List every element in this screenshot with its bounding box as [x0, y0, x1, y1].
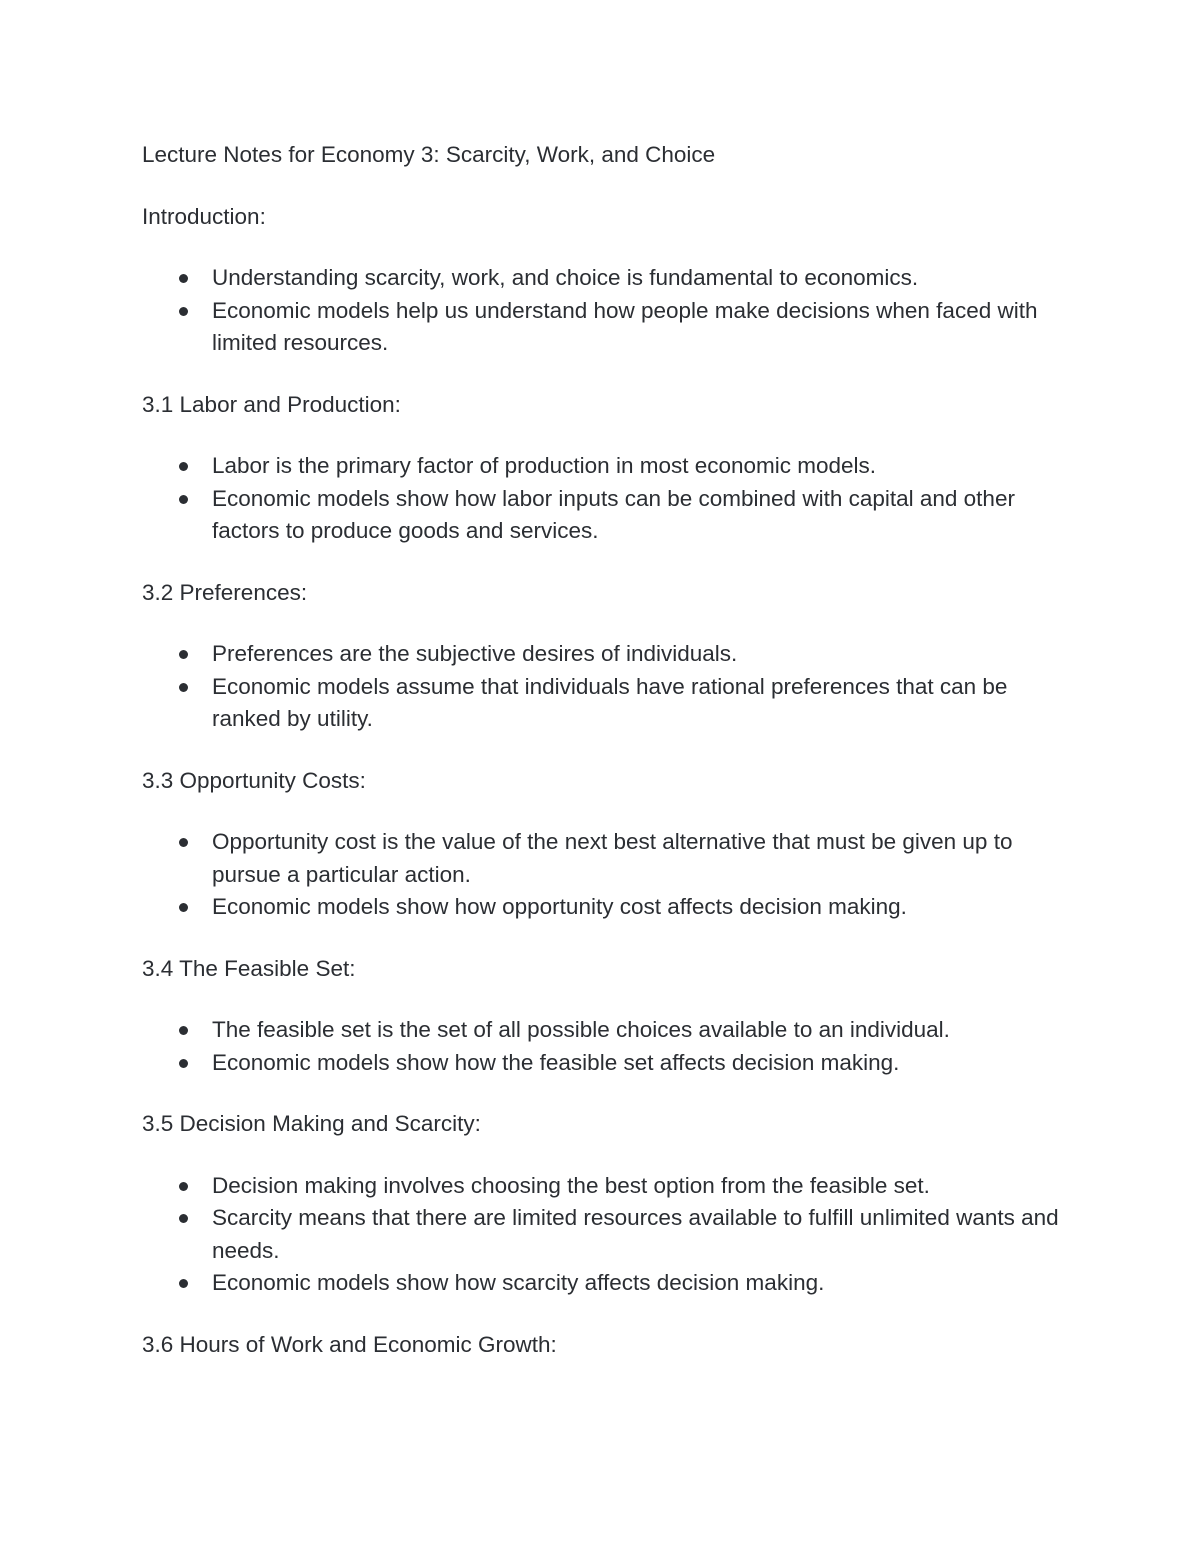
bullet-text: Economic models help us understand how people make decisions when faced with limited resources.	[212, 297, 1038, 355]
list-item	[142, 671, 1062, 736]
bullet-text: Decision making involves choosing the best option from the feasible set.	[212, 1172, 930, 1198]
bullet-list	[142, 826, 1062, 924]
document-title: Lecture Notes for Economy 3: Scarcity, Work, and Choice	[142, 142, 716, 167]
section-heading: 3.1 Labor and Production:	[142, 391, 401, 417]
bullet-dot-icon	[179, 650, 188, 659]
bullet-text: Scarcity means that there are limited resources available to fulfill unlimited wants and needs.	[212, 1205, 1059, 1263]
bullet-text: Labor is the primary factor of production in most economic models.	[212, 453, 877, 478]
bullet-dot-icon	[179, 495, 188, 504]
section	[142, 201, 1062, 360]
bullet-text: Understanding scarcity, work, and choice is fundamental to economics.	[212, 265, 919, 290]
bullet-dot-icon	[179, 683, 188, 692]
document-body	[142, 139, 1062, 1390]
section	[142, 953, 1062, 1080]
bullet-text: Opportunity cost is the value of the next best alternative that must be given up to pursue a particular action.	[212, 829, 1013, 887]
section	[142, 577, 1062, 736]
bullet-list	[142, 638, 1062, 736]
section-heading: 3.2 Preferences:	[142, 579, 308, 605]
list-item	[142, 450, 1062, 483]
bullet-text: The feasible set is the set of all possible choices available to an individual.	[212, 1017, 950, 1042]
bullet-text: Economic models show how the feasible set affects decision making.	[212, 1049, 900, 1075]
section-heading: 3.4 The Feasible Set:	[142, 955, 356, 981]
bullet-text: Economic models show how scarcity affects decision making.	[212, 1270, 825, 1295]
bullet-list	[142, 1170, 1062, 1300]
list-item	[142, 483, 1062, 548]
bullet-dot-icon	[179, 903, 188, 912]
list-item	[142, 891, 1062, 924]
bullet-dot-icon	[179, 1026, 188, 1035]
list-item	[142, 262, 1062, 295]
bullet-list	[142, 262, 1062, 360]
section-heading: 3.5 Decision Making and Scarcity:	[142, 1111, 481, 1136]
bullet-dot-icon	[179, 462, 188, 471]
bullet-text: Economic models show how labor inputs can be combined with capital and other factors to produce goods and services.	[212, 485, 1015, 543]
section	[142, 1108, 1062, 1300]
section-heading: 3.6 Hours of Work and Economic Growth:	[142, 1331, 557, 1357]
list-item	[142, 638, 1062, 671]
bullet-list	[142, 450, 1062, 548]
section	[142, 389, 1062, 548]
bullet-dot-icon	[179, 1059, 188, 1068]
bullet-list	[142, 1014, 1062, 1079]
bullet-dot-icon	[179, 307, 188, 316]
section-heading: Introduction:	[142, 203, 266, 229]
bullet-dot-icon	[179, 838, 188, 847]
list-item	[142, 1170, 1062, 1203]
section	[142, 1329, 1062, 1362]
bullet-dot-icon	[179, 274, 188, 283]
list-item	[142, 1047, 1062, 1080]
list-item	[142, 826, 1062, 891]
bullet-dot-icon	[179, 1182, 188, 1191]
list-item	[142, 1202, 1062, 1267]
list-item	[142, 295, 1062, 360]
list-item	[142, 1267, 1062, 1300]
list-item	[142, 1014, 1062, 1047]
section-heading: 3.3 Opportunity Costs:	[142, 767, 366, 793]
bullet-text: Preferences are the subjective desires of individuals.	[212, 641, 738, 666]
bullet-text: Economic models show how opportunity cost affects decision making.	[212, 894, 907, 919]
bullet-text: Economic models assume that individuals have rational preferences that can be ranked by utility.	[212, 673, 1008, 731]
bullet-dot-icon	[179, 1214, 188, 1223]
section	[142, 765, 1062, 924]
sections-container	[142, 201, 1062, 1362]
bullet-dot-icon	[179, 1279, 188, 1288]
